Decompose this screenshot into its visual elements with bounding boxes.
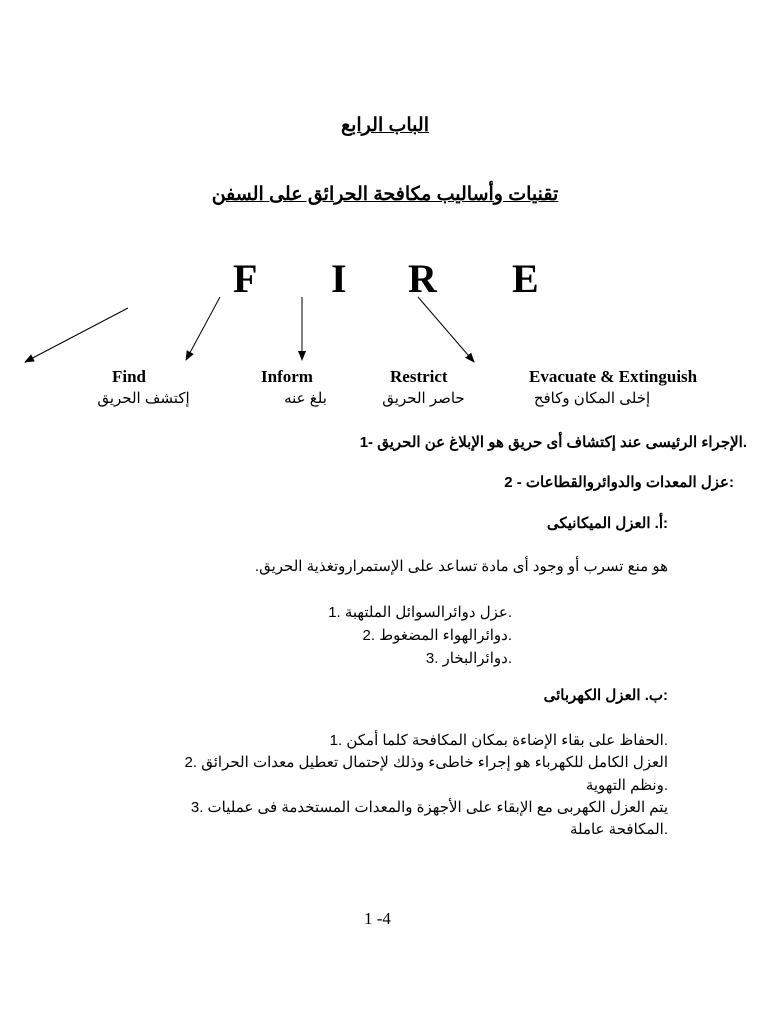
fire-letter-e: E [512,256,539,301]
arrow-restrict-icon [418,297,474,362]
label-find-ar: إكتشف الحريق [97,390,190,407]
sub-b-title: :ب. العزل الكهربائى [543,687,668,704]
page-number: 1 -4 [364,909,391,928]
label-evacuate-ar: إخلى المكان وكافح [533,390,651,407]
sub-b-list-item-3: يتم العزل الكهربى مع الإبقاء على الأجهزة والمعدات المستخدمة فى عمليات .3 [190,799,668,816]
sub-b-list-item-2-cont: .ونظم التهوية [585,777,668,794]
fire-letter-f: F [233,256,258,301]
label-evacuate-extinguish: Evacuate & Extinguish [529,367,698,386]
label-inform-ar: بلغ عنه [284,390,327,407]
item-2: :عزل المعدات والدوائروالقطاعات - 2 [504,474,734,491]
chapter-title: الباب الرابع [341,115,429,136]
sub-a-list-item-2: .دوائرالهواء المضغوط .2 [362,627,512,644]
sub-b-list-item-3-cont: .المكافحة عاملة [569,821,668,838]
subject-title: تقنيات وأساليب مكافحة الحرائق على السفن [211,184,559,205]
item-1: .الإجراء الرئيسى عند إكتشاف أى حريق هو الإبلاغ عن الحريق -1 [359,434,747,451]
sub-a-list-item-3: .دوائرالبخار .3 [425,650,512,667]
label-restrict: Restrict [390,367,448,386]
pointer-arrows [0,0,768,420]
label-inform: Inform [261,367,313,386]
fire-letter-i: I [331,256,347,301]
label-find: Find [112,367,147,386]
sub-b-list-item-2: العزل الكامل للكهرباء هو إجراء خاطىء وذلك لإحتمال تعطيل معدات الحرائق .2 [184,754,668,771]
sub-b-list-item-1: .الحفاظ على بقاء الإضاءة بمكان المكافحة كلما أمكن .1 [329,732,668,749]
label-restrict-ar: حاصر الحريق [382,390,465,407]
arrow-find-icon [186,297,220,360]
fire-letter-r: R [408,256,437,301]
sub-a-list-item-1: .عزل دوائرالسوائل الملتهبة .1 [328,604,512,621]
sub-a-text: هو منع تسرب أو وجود أى مادة تساعد على الإستمراروتغذية الحريق. [254,558,668,575]
sub-a-title: :أ. العزل الميكانيكى [546,515,668,532]
arrow-left-icon [25,308,128,362]
